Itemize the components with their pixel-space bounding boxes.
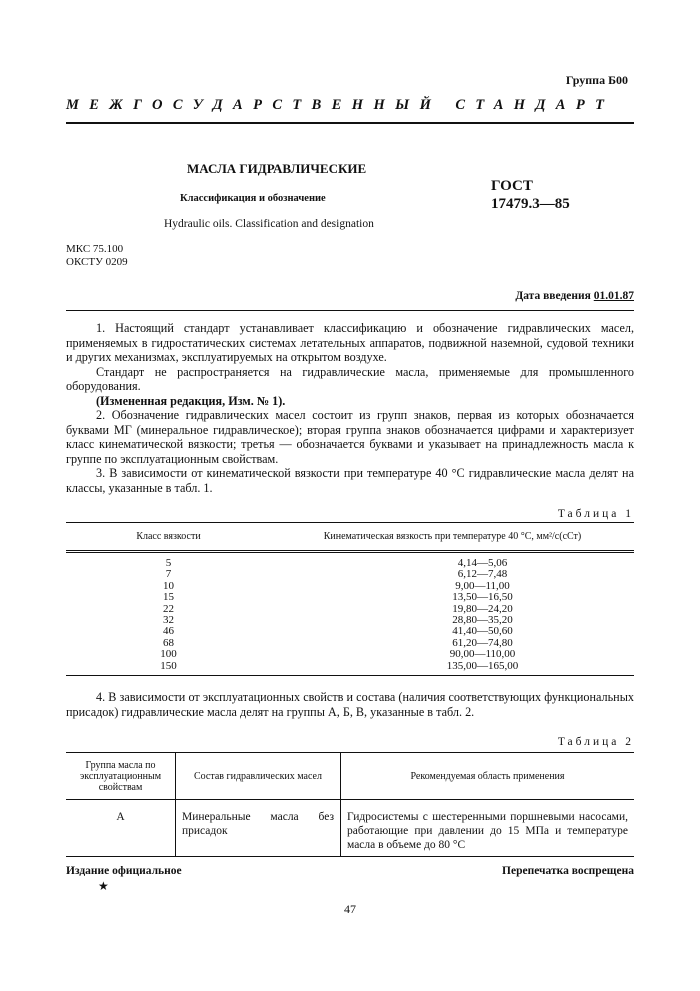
gost-number [491, 177, 570, 213]
body-text [66, 321, 634, 495]
table-row [66, 604, 634, 615]
table-2-header-use: Рекомендуемая область применения [341, 753, 635, 800]
table-row [66, 626, 634, 637]
viscosity-class-cell: 5 [165, 557, 172, 569]
document-title: МАСЛА ГИДРАВЛИЧЕСКИЕ [187, 161, 367, 176]
table-2-header-composition: Состав гидравлических масел [176, 753, 341, 800]
viscosity-class-cell: 7 [165, 568, 172, 581]
date-rule [66, 310, 634, 311]
paragraph-5: 4. В зависимости от эксплуатационных свойств и состава (наличия соответствующих функциональных присадок) гидравлические масла делят на группы А, Б, В, указанные в табл. 2. [66, 690, 634, 719]
table-1 [66, 522, 634, 551]
mks-code: МКС 75.100 [66, 243, 124, 255]
kinematic-viscosity-cell: 61,20—74,80 [452, 636, 513, 649]
table-row [66, 661, 634, 672]
table-1-header-viscosity: Кинематическая вязкость при температуре 40 °С, мм²/с(сСт) [271, 523, 634, 551]
viscosity-class-cell: 32 [163, 614, 174, 627]
gost-label: ГОСТ [491, 178, 533, 194]
paragraph-4: 3. В зависимости от кинематической вязкости при температуре 40 °С гидравлические масла делят на классы, указанные в табл. 1. [66, 466, 634, 495]
document-subtitle: Классификация и обозначение [180, 193, 326, 204]
viscosity-class-cell: 10 [163, 579, 174, 592]
viscosity-class-cell: 100 [160, 648, 177, 661]
table-1-body [66, 558, 634, 676]
table-2-header-group: Группа масла по эксплуатационным свойствам [66, 753, 176, 800]
kinematic-viscosity-cell: 9,00—11,00 [455, 579, 510, 592]
reprint-prohibited: Перепечатка воспрещена [502, 865, 634, 877]
kinematic-viscosity-cell: 4,14—5,06 [457, 557, 508, 569]
table-row [66, 800, 634, 857]
introduction-date [515, 290, 634, 302]
table-1-caption: Таблица 1 [557, 508, 634, 520]
kinematic-viscosity-cell: 13,50—16,50 [452, 591, 513, 604]
table-2-cell-composition: Минеральные масла без присадок [176, 800, 341, 857]
date-label: Дата введения [515, 290, 591, 302]
oksty-code: ОКСТУ 0209 [66, 256, 128, 268]
interstate-standard-heading: МЕЖГОСУДАРСТВЕННЫЙ СТАНДАРТ [66, 97, 615, 113]
header-rule [66, 122, 634, 124]
table-2-caption: Таблица 2 [557, 736, 634, 748]
table-2-cell-group: А [66, 800, 176, 857]
edition-official: Издание официальное [66, 865, 182, 877]
table-2 [66, 752, 634, 857]
classification-codes [66, 243, 128, 269]
table-row [66, 615, 634, 626]
star-icon: ★ [98, 879, 109, 893]
body-text-2 [66, 690, 634, 719]
table-row [66, 592, 634, 603]
paragraph-1: 1. Настоящий стандарт устанавливает классификацию и обозначение гидравлических масел, применяемых в гидростатических системах летательных аппаратов, подвижной наземной, судовой техники и других механизмах, эксплуатируемых на открытом воздухе. [66, 321, 634, 364]
viscosity-class-cell: 22 [163, 602, 174, 615]
kinematic-viscosity-cell: 6,12—7,48 [457, 568, 508, 581]
kinematic-viscosity-cell: 135,00—165,00 [446, 659, 519, 672]
table-1-double-rule [66, 552, 634, 553]
kinematic-viscosity-cell: 28,80—35,20 [452, 614, 513, 627]
table-1-header-class: Класс вязкости [66, 523, 271, 551]
kinematic-viscosity-cell: 90,00—110,00 [449, 648, 516, 661]
table-row [66, 581, 634, 592]
amendment-note: (Измененная редакция, Изм. № 1). [96, 393, 286, 408]
table-1-bottom-rule [66, 675, 634, 676]
table-row [66, 569, 634, 580]
table-row [66, 638, 634, 649]
gost-code: 17479.3—85 [491, 196, 570, 212]
table-row [66, 649, 634, 660]
viscosity-class-cell: 68 [163, 636, 174, 649]
group-label: Группа Б00 [565, 73, 628, 87]
page-number: 47 [344, 902, 356, 916]
kinematic-viscosity-cell: 19,80—24,20 [452, 602, 513, 615]
table-row [66, 558, 634, 569]
english-title: Hydraulic oils. Classification and designation [164, 218, 374, 230]
table-2-cell-use: Гидросистемы с шестеренными поршневыми насосами, работающие при давлении до 15 МПа и температуре масла в объеме до 80 °С [341, 800, 635, 857]
viscosity-class-cell: 46 [163, 625, 174, 638]
date-value: 01.01.87 [593, 290, 634, 302]
paragraph-2: Стандарт не распространяется на гидравлические масла, применяемые для промышленного оборудования. [66, 364, 634, 393]
paragraph-3: 2. Обозначение гидравлических масел состоит из групп знаков, первая из которых обозначается буквами МГ (минеральное гидравлическое); вторая группа знаков обозначается цифрами и характеризует класс кинематической вязкости; третья — обозначается буквами и указывает на принадлежность масла к группе по эксплуатационным свойствам. [66, 408, 634, 466]
kinematic-viscosity-cell: 41,40—50,60 [452, 625, 513, 638]
viscosity-class-cell: 150 [160, 659, 177, 672]
viscosity-class-cell: 15 [163, 591, 174, 604]
